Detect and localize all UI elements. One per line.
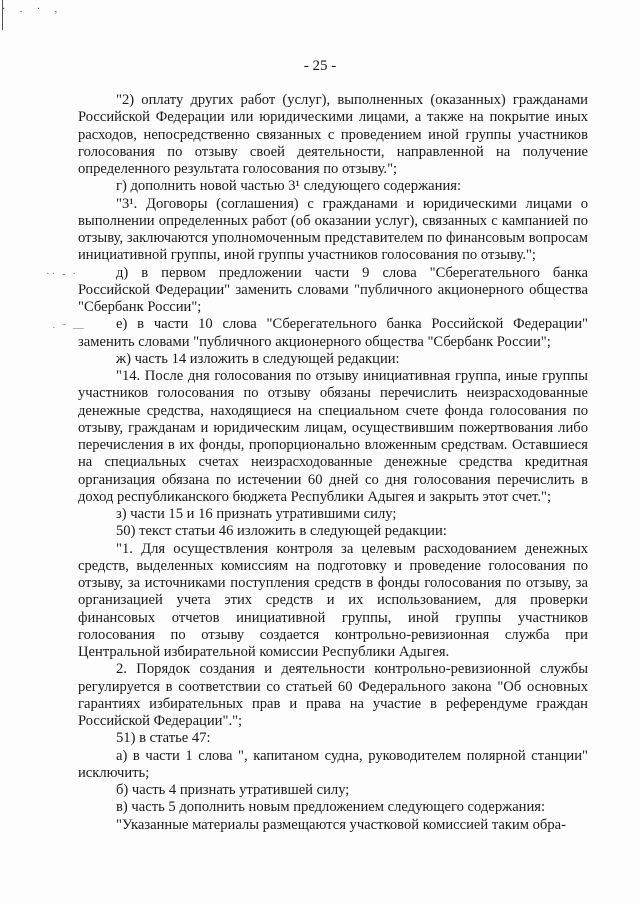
paragraph: з) части 15 и 16 признать утратившими силу;	[116, 506, 397, 522]
paragraph: б) часть 4 признать утратившей силу;	[116, 782, 350, 798]
paragraph: д) в первом предложении части 9 слова "Сберегательного банка Российской Федерации" заменить словами "публичного акционерного общества "Сбербанк России";	[78, 264, 588, 315]
margin-mark: ·· - ·	[46, 268, 79, 280]
paragraph: в) часть 5 дополнить новым предложением следующего содержания:	[116, 799, 546, 816]
paragraph: г) дополнить новой частью 3¹ следующего содержания:	[116, 178, 462, 195]
paragraph: "1. Для осуществления контроля за целевым расходованием денежных средств, выделенных комиссиям на подготовку и проведение голосования по отзыву, за источниками поступления средств в фонды голосования по отзыву, за организацией учета этих средств и их использованием, для проверки финансовых отчетов инициативной группы, иной группы участников голосования по отзыву создается контрольно-ревизионная служба при Центральной избирательной комиссии Республики Адыгея.	[78, 540, 588, 660]
paragraph: "2) оплату других работ (услуг), выполненных (оказанных) гражданами Российской Федерации или юридическими лицами, а также на покрытие иных расходов, непосредственно связанных с проведением иной группы участников голосования по отзыву своей деятельности, направленной на получение определенного результата голосования по отзыву.";	[78, 92, 588, 177]
paragraph: 2. Порядок создания и деятельности контрольно-ревизионной службы регулируется в соответствии со статьей 60 Федерального закона "Об основных гарантиях избирательных прав и права на участие в референдуме граждан Российской Федерации".";	[78, 661, 588, 729]
paragraph: а) в части 1 слова ", капитаном судна, руководителем полярной станции" исключить;	[78, 747, 588, 781]
paragraph: "14. После дня голосования по отзыву инициативная группа, иные группы участников голосования по отзыву обязаны перечислить неизрасходованные денежные средства, находящиеся на специальном счете фонда голосования по отзыву, гражданам и юридическим лицам, осуществившим пожертвования либо перечисления в их фонды, пропорционально вложенным средствам. Оставшиеся на специальных счетах неизрасходованные денежные средства кредитная организация обязана по истечении 60 дней со дня голосования перечислить в доход республиканского бюджета Республики Адыгея и закрыть этот счет.";	[78, 368, 588, 505]
paragraph: "3¹. Договоры (соглашения) с гражданами и юридическими лицами о выполнении определенных работ (об оказании услуг), связанных с кампанией по отзыву, заключаются уполномоченным представителем по финансовым вопросам инициативной группы, иной группы участников голосования по отзыву.";	[78, 195, 588, 264]
scan-marks: · . · ,	[2, 4, 64, 15]
paragraph: 50) текст статьи 46 изложить в следующей редакции:	[116, 523, 447, 540]
page-number: - 25 -	[303, 58, 337, 74]
paragraph: "Указанные материалы размещаются участковой комиссией таким обра-	[116, 816, 566, 833]
paragraph: ж) часть 14 изложить в следующей редакции:	[116, 350, 400, 367]
document-body	[78, 92, 588, 834]
margin-mark: · ˜ —	[52, 322, 86, 334]
paragraph: е) в части 10 слова "Сберегательного банка Российской Федерации" заменить словами "публичного акционерного общества "Сбербанк России";	[78, 316, 588, 350]
paragraph: 51) в статье 47:	[116, 730, 211, 747]
